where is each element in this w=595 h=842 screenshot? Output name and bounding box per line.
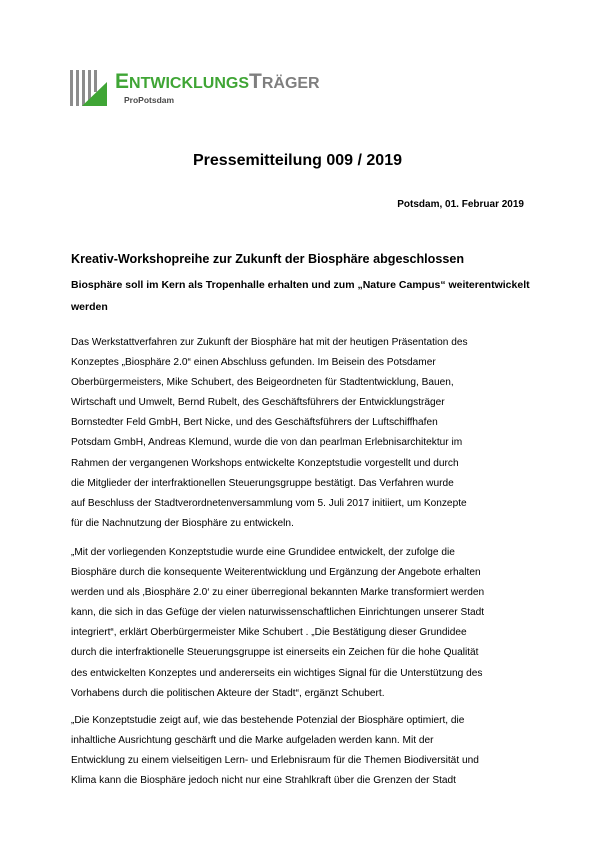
dateline: Potsdam, 01. Februar 2019 bbox=[397, 199, 524, 210]
press-release-title: Pressemitteilung 009 / 2019 bbox=[193, 152, 402, 169]
text-line: kann, die sich in das Gefüge der vielen naturwissenschaftlichen Einrichtungen unserer Stadt bbox=[71, 607, 485, 619]
text-line: Klima kann die Biosphäre jedoch nicht nur eine Strahlkraft über die Grenzen der Stadt bbox=[71, 775, 456, 787]
subheadline: Biosphäre soll im Kern als Tropenhalle erhalten und zum „Nature Campus“ weiterentwickelt werden bbox=[71, 279, 530, 313]
text-line: Das Werkstattverfahren zur Zukunft der Biosphäre hat mit der heutigen Präsentation des bbox=[71, 337, 468, 348]
text-line: werden und als ‚Biosphäre 2.0‘ zu einer überregional bekannten Marke transformiert werden bbox=[71, 587, 485, 599]
text-line: „Die Konzeptstudie zeigt auf, wie das bestehende Potenzial der Biosphäre optimiert, die bbox=[71, 715, 465, 726]
text-line: Entwicklung zu einem vielseitigen Lern- und Erlebnisraum für die Themen Biodiversität und bbox=[71, 755, 479, 767]
text-line: inhaltliche Ausrichtung geschärft und die Marke aufgeladen werden kann. Mit der bbox=[71, 735, 434, 747]
text-line: Potsdam GmbH, Andreas Klemund, wurde die von dan pearlman Erlebnisarchitektur im bbox=[71, 437, 463, 449]
headline: Kreativ-Workshopreihe zur Zukunft der Biosphäre abgeschlossen bbox=[71, 252, 465, 266]
text-line: Wirtschaft und Umwelt, Bernd Rubelt, des Geschäftsführers der Entwicklungsträger bbox=[71, 397, 445, 409]
text-line: durch die interfraktionelle Steuerungsgruppe ist einerseits ein Zeichen für die hohe Qualität bbox=[71, 647, 479, 659]
text-line: des entwickelten Konzeptes und andererseits ein wichtiges Signal für die Unterstützung des bbox=[71, 667, 483, 679]
text-line: Bornstedter Feld GmbH, Bert Nicke, und des Geschäftsführers der Luftschiffhafen bbox=[71, 417, 438, 429]
body-paragraph-2 bbox=[71, 543, 526, 704]
body-paragraph-3 bbox=[71, 711, 526, 791]
text-line: integriert“, erklärt Oberbürgermeister Mike Schubert . „Die Bestätigung dieser Grundidee bbox=[71, 627, 467, 639]
text-line: Konzeptes „Biosphäre 2.0“ einen Abschluss gefunden. Im Beisein des Potsdamer bbox=[71, 357, 436, 369]
logo-bars-triangle-icon bbox=[68, 70, 108, 108]
body-paragraph-1 bbox=[71, 333, 526, 534]
logo-wordmark: ENTWICKLUNGSTRÄGER bbox=[115, 70, 320, 93]
logo-subtitle: ProPotsdam bbox=[124, 95, 175, 105]
text-line: Oberbürgermeisters, Mike Schubert, des Beigeordneten für Stadtentwicklung, Bauen, bbox=[71, 377, 454, 389]
text-line: Vorhabens durch die politischen Akteure der Stadt“, ergänzt Schubert. bbox=[71, 687, 385, 699]
text-line: Biosphäre durch die konsequente Weiterentwicklung und Ergänzung der Angebote erhalten bbox=[71, 567, 481, 579]
text-line: für die Nachnutzung der Biosphäre zu entwickeln. bbox=[71, 517, 294, 529]
text-line: die Mitglieder der interfraktionellen Steuerungsgruppe bestätigt. Das Verfahren wurde bbox=[71, 477, 454, 489]
text-line: auf Beschluss der Stadtverordnetenversammlung vom 5. Juli 2017 initiiert, um Konzepte bbox=[71, 497, 467, 509]
text-line: Rahmen der vergangenen Workshops entwickelte Konzeptstudie vorgestellt und durch bbox=[71, 457, 459, 469]
text-line: „Mit der vorliegenden Konzeptstudie wurde eine Grundidee entwickelt, der zufolge die bbox=[71, 547, 455, 558]
company-logo bbox=[68, 68, 388, 108]
